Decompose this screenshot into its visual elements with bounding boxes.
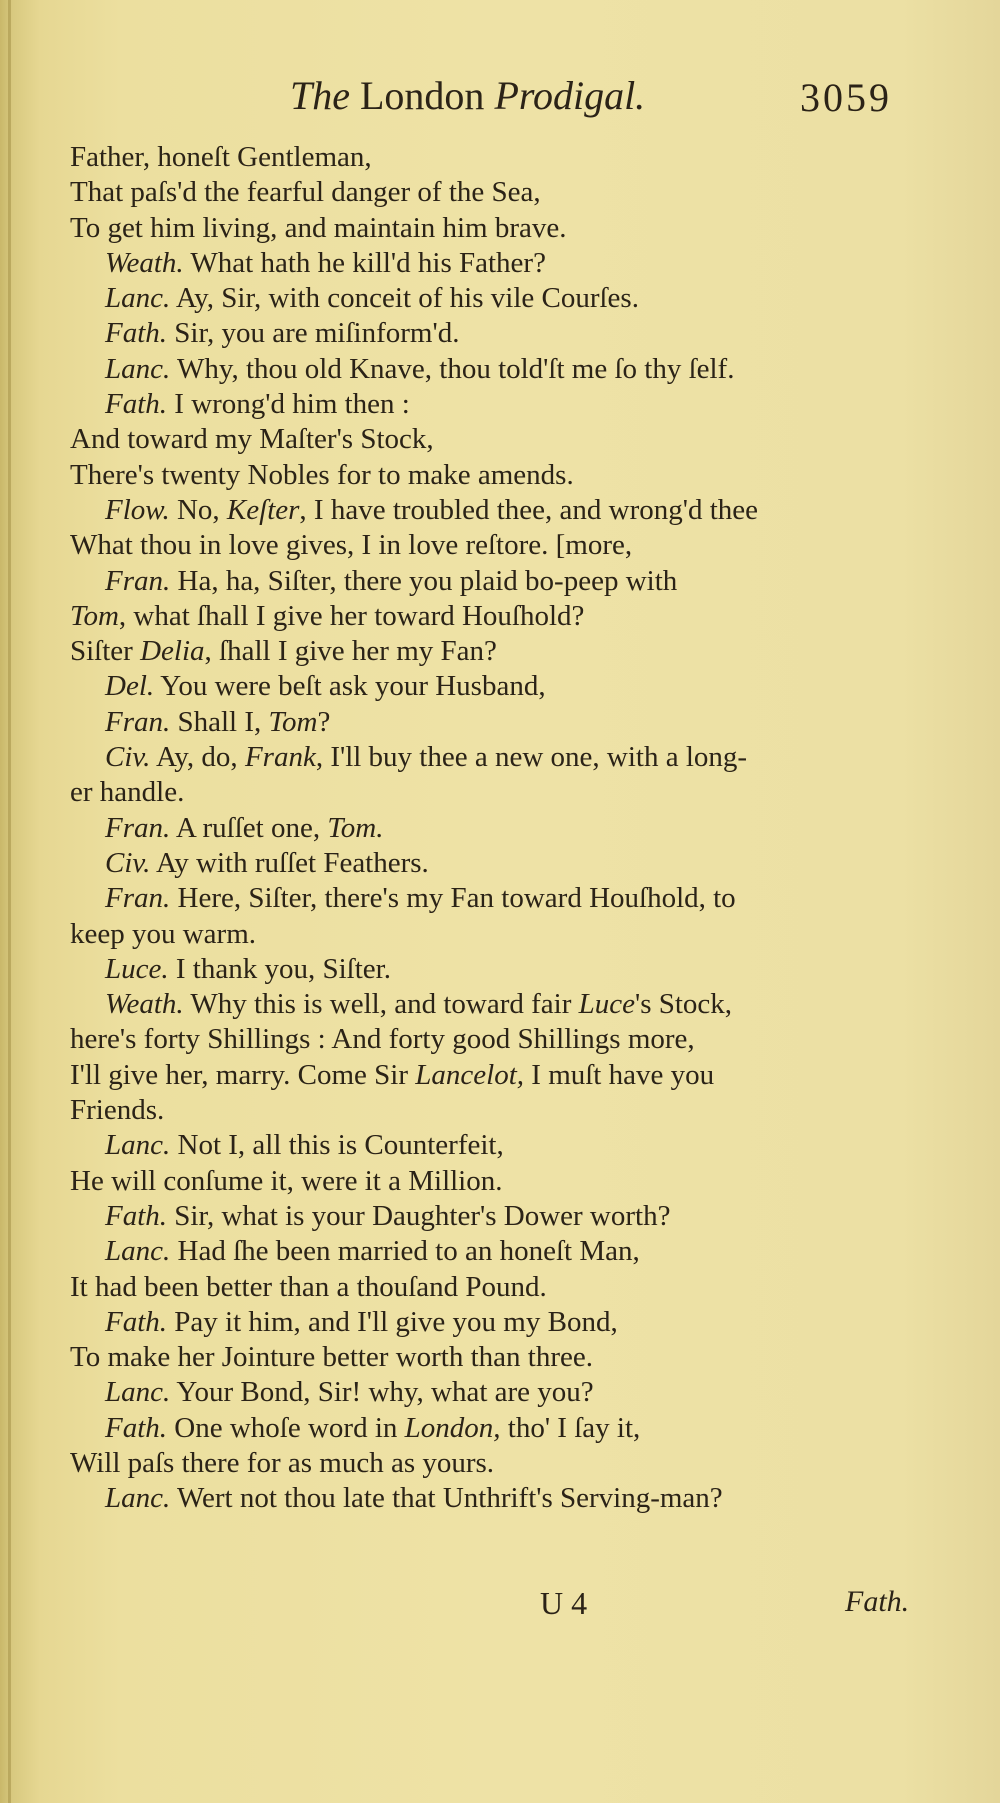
speaker-name: Weath. — [105, 246, 184, 279]
italic-text: Tom — [268, 705, 318, 738]
italic-text: Delia — [140, 635, 205, 668]
italic-text: Luce — [578, 988, 635, 1021]
speech-line — [70, 1481, 910, 1516]
italic-text: Tom. — [327, 811, 384, 844]
speaker-name: Fran. — [105, 882, 171, 915]
text-segment: Siſter — [70, 635, 141, 668]
text-segment: What hath he kill'd his Father? — [183, 246, 546, 279]
text-segment: He will conſume it, were it a Million. — [70, 1164, 503, 1197]
speech-line — [70, 669, 910, 704]
text-segment: , I have troubled thee, and wrong'd thee — [299, 493, 759, 526]
signature-mark: U 4 — [540, 1585, 588, 1621]
text-segment: Ay, do, — [150, 741, 245, 774]
running-header — [0, 72, 1000, 132]
text-segment: No, — [169, 493, 227, 526]
italic-text: Lancelot, — [415, 1058, 525, 1091]
italic-text: The — [290, 73, 350, 118]
text-segment: Father, honeſt Gentleman, — [70, 141, 372, 173]
speech-line — [70, 1234, 910, 1269]
speech-line — [70, 881, 910, 916]
speech-line — [70, 564, 910, 599]
verse-line — [70, 599, 910, 634]
text-segment: Wert not thou late that Unthrift's Serving-man? — [170, 1482, 723, 1515]
verse-line — [70, 775, 910, 810]
speech-line — [70, 811, 910, 846]
speech-line — [70, 1411, 910, 1446]
speech-line — [70, 246, 910, 281]
speaker-name: Lanc. — [105, 282, 171, 315]
text-segment: Ha, ha, Siſter, there you plaid bo-peep with — [170, 564, 678, 597]
italic-text: Keſter — [226, 493, 300, 526]
verse-line — [70, 1270, 910, 1305]
text-segment: , I'll buy thee a new one, with a long- — [315, 741, 748, 774]
speaker-name: Luce. — [105, 952, 169, 985]
text-segment: I muſt have you — [524, 1058, 715, 1091]
speaker-name: Fath. — [105, 1305, 168, 1338]
verse-line — [70, 175, 910, 210]
text-segment: What thou in love gives, I in love reſtore. [more, — [70, 529, 633, 562]
speaker-name: Fran. — [105, 811, 171, 844]
speech-line — [70, 987, 910, 1022]
speech-line — [70, 1375, 910, 1410]
text-segment: Pay it him, and I'll give you my Bond, — [167, 1305, 618, 1338]
italic-text: Prodigal. — [494, 73, 646, 118]
speaker-name: Weath. — [105, 988, 184, 1021]
speaker-name: Fath. — [105, 317, 168, 350]
text-segment: er handle. — [70, 776, 185, 809]
speech-line — [70, 316, 910, 351]
verse-line — [70, 634, 910, 669]
text-segment: London — [350, 73, 495, 118]
speech-line — [70, 740, 910, 775]
verse-line — [70, 917, 910, 952]
text-segment: That paſs'd the fearful danger of the Sea, — [70, 176, 541, 209]
italic-text: London, — [404, 1411, 501, 1444]
text-segment: Ay, Sir, with conceit of his vile Courſes. — [170, 282, 639, 315]
page-number: 3059 — [800, 75, 892, 120]
verse-line — [70, 1340, 910, 1375]
text-segment: Sir, what is your Daughter's Dower worth? — [167, 1199, 671, 1232]
page-gutter-edge — [8, 0, 11, 1803]
text-segment: Had ſhe been married to an honeſt Man, — [170, 1235, 640, 1268]
text-segment: It had been better than a thouſand Pound. — [70, 1270, 547, 1303]
verse-line — [70, 140, 910, 175]
verse-line — [70, 528, 910, 563]
verse-line — [70, 1093, 910, 1128]
text-segment: Ay with ruſſet Feathers. — [150, 846, 429, 879]
speech-line — [70, 952, 910, 987]
speaker-name: Lanc. — [105, 352, 171, 385]
verse-line — [70, 211, 910, 246]
text-segment: ? — [317, 705, 331, 738]
text-segment: To get him living, and maintain him brave. — [70, 211, 567, 244]
text-segment: A ruſſet one, — [170, 811, 328, 844]
running-title — [290, 72, 645, 119]
speaker-name: Fran. — [105, 705, 171, 738]
speech-line — [70, 387, 910, 422]
text-segment: Why, thou old Knave, thou told'ſt me ſo thy ſelf. — [170, 352, 735, 385]
italic-text: Frank — [244, 741, 316, 774]
speech-line — [70, 352, 910, 387]
speech-line — [70, 1128, 910, 1163]
catchword: Fath. — [845, 1585, 910, 1618]
speech-line — [70, 493, 910, 528]
italic-text: Tom — [70, 599, 119, 632]
text-segment: There's twenty Nobles for to make amends. — [70, 458, 574, 491]
speaker-name: Lanc. — [105, 1235, 171, 1268]
speaker-name: Fath. — [105, 388, 168, 421]
text-segment: Not I, all this is Counterfeit, — [170, 1129, 504, 1162]
text-segment: One whoſe word in — [167, 1411, 405, 1444]
speech-line — [70, 846, 910, 881]
speaker-name: Lanc. — [105, 1376, 171, 1409]
speaker-name: Fran. — [105, 564, 171, 597]
text-segment: Why this is well, and toward fair — [183, 988, 579, 1021]
speech-line — [70, 1199, 910, 1234]
play-text — [70, 140, 910, 1517]
text-segment: Sir, you are miſinform'd. — [167, 317, 460, 350]
speaker-name: Fath. — [105, 1199, 168, 1232]
text-segment: You were beſt ask your Husband, — [154, 670, 546, 703]
text-segment: I'll give her, marry. Come Sir — [70, 1058, 416, 1091]
verse-line — [70, 458, 910, 493]
speaker-name: Lanc. — [105, 1482, 171, 1515]
text-segment: here's forty Shillings : And forty good Shillings more, — [70, 1023, 695, 1056]
text-segment: Here, Siſter, there's my Fan toward Houſhold, to — [170, 882, 736, 915]
text-segment: , ſhall I give her my Fan? — [204, 635, 497, 668]
text-segment: And toward my Maſter's Stock, — [70, 423, 434, 456]
text-segment: Your Bond, Sir! why, what are you? — [170, 1376, 594, 1409]
speech-line — [70, 1305, 910, 1340]
verse-line — [70, 1446, 910, 1481]
text-segment: I wrong'd him then : — [167, 388, 410, 421]
speaker-name: Civ. — [105, 846, 151, 879]
text-segment: Shall I, — [170, 705, 269, 738]
speaker-name: Fath. — [105, 1411, 168, 1444]
text-segment: tho' I ſay it, — [500, 1411, 641, 1444]
speech-line — [70, 705, 910, 740]
text-segment: Friends. — [70, 1094, 165, 1127]
verse-line — [70, 1058, 910, 1093]
text-segment: I thank you, Siſter. — [168, 952, 391, 985]
speaker-name: Lanc. — [105, 1129, 171, 1162]
text-segment: To make her Jointure better worth than three. — [70, 1341, 594, 1374]
text-segment: 's Stock, — [634, 988, 733, 1021]
verse-line — [70, 422, 910, 457]
verse-line — [70, 1164, 910, 1199]
speaker-name: Del. — [105, 670, 155, 703]
verse-line — [70, 1022, 910, 1057]
text-segment: Will paſs there for as much as yours. — [70, 1446, 495, 1479]
text-segment: , what ſhall I give her toward Houſhold? — [118, 599, 585, 632]
speaker-name: Flow. — [105, 493, 170, 526]
speaker-name: Civ. — [105, 741, 151, 774]
text-segment: keep you warm. — [70, 917, 257, 950]
speech-line — [70, 281, 910, 316]
